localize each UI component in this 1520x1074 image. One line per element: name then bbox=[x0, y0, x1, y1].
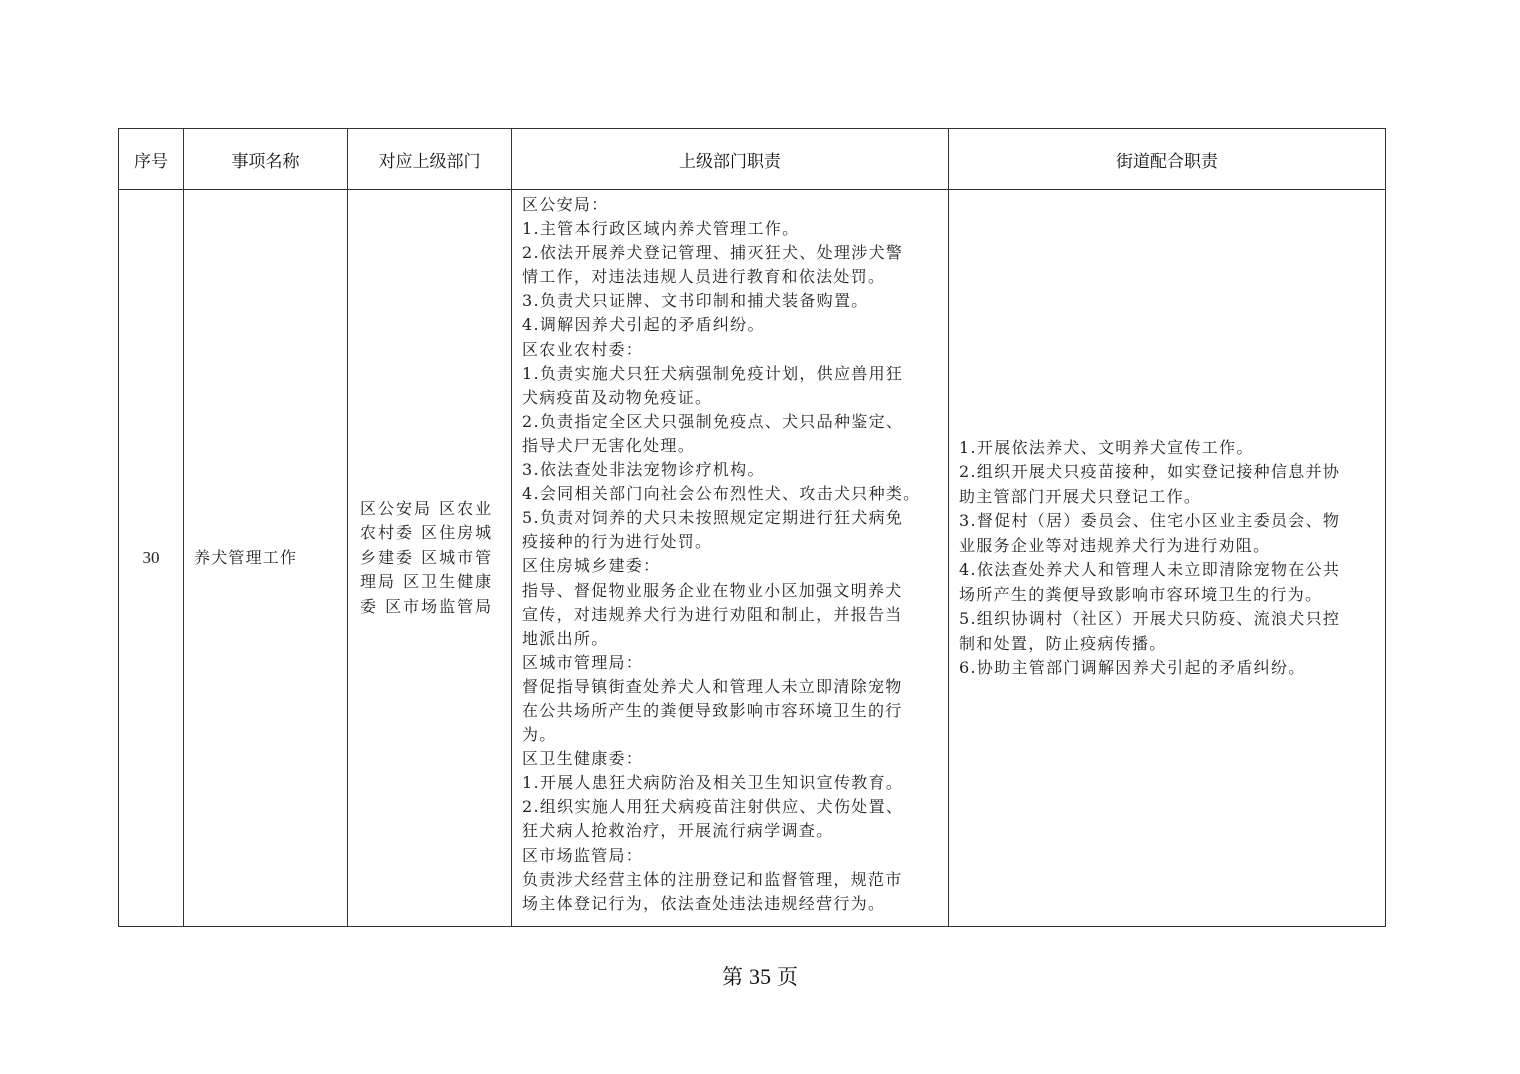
duties-lines bbox=[522, 193, 920, 916]
page-prefix: 第 bbox=[722, 965, 743, 989]
duties-line: 指导犬尸无害化处理。 bbox=[522, 435, 696, 455]
dept-line: 委 区市场监管局 bbox=[360, 596, 494, 616]
duties-line: 督促指导镇街查处养犬人和管理人未立即清除宠物 bbox=[522, 676, 903, 696]
street-line: 5.组织协调村（社区）开展犬只防疫、流浪犬只控 bbox=[959, 609, 1341, 628]
duties-line: 区农业农村委： bbox=[522, 339, 644, 359]
duties-line: 1.开展人患狂犬病防治及相关卫生知识宣传教育。 bbox=[522, 773, 904, 793]
duties-line: 犬病疫苗及动物免疫证。 bbox=[522, 387, 713, 407]
street-line: 2.组织开展犬只疫苗接种，如实登记接种信息并协 bbox=[959, 462, 1341, 481]
duties-line: 狂犬病人抢救治疗，开展流行病学调查。 bbox=[522, 821, 834, 841]
cell-superior-duties bbox=[512, 190, 948, 926]
duties-line: 区公安局： bbox=[522, 195, 609, 214]
duties-line: 3.依法查处非法宠物诊疗机构。 bbox=[522, 460, 765, 480]
duties-line: 2.依法开展养犬登记管理、捕灭狂犬、处理涉犬警 bbox=[522, 243, 904, 263]
cell-dept bbox=[348, 190, 511, 926]
duties-line: 2.负责指定全区犬只强制免疫点、犬只品种鉴定、 bbox=[522, 411, 904, 431]
duties-line: 情工作，对违法违规人员进行教育和依法处罚。 bbox=[522, 267, 886, 287]
duties-line: 场主体登记行为，依法查处违法违规经营行为。 bbox=[522, 893, 886, 913]
duties-line: 4.调解因养犬引起的矛盾纠纷。 bbox=[522, 315, 765, 335]
duties-line: 为。 bbox=[522, 725, 557, 745]
duties-table bbox=[118, 128, 1386, 927]
header-superior-duties: 上级部门职责 bbox=[679, 151, 781, 172]
dept-line: 乡建委 区城市管 bbox=[360, 547, 494, 567]
street-lines bbox=[959, 436, 1340, 681]
street-line: 业服务企业等对违规养犬行为进行劝阻。 bbox=[959, 535, 1271, 555]
duties-line: 区住房城乡建委： bbox=[522, 556, 661, 576]
cell-item-name: 养犬管理工作 bbox=[194, 547, 298, 567]
duties-line: 负责涉犬经营主体的注册登记和监督管理，规范市 bbox=[522, 869, 903, 889]
page-footer bbox=[0, 961, 1520, 991]
duties-line: 指导、督促物业服务企业在物业小区加强文明养犬 bbox=[522, 580, 903, 600]
cell-seq: 30 bbox=[142, 547, 160, 567]
duties-line: 4.会同相关部门向社会公布烈性犬、攻击犬只种类。 bbox=[522, 484, 921, 504]
duties-line: 疫接种的行为进行处罚。 bbox=[522, 532, 713, 552]
street-line: 制和处置，防止疫病传播。 bbox=[959, 633, 1167, 653]
header-seq: 序号 bbox=[134, 151, 168, 172]
duties-line: 在公共场所产生的粪便导致影响市容环境卫生的行 bbox=[522, 700, 903, 720]
duties-line: 地派出所。 bbox=[522, 628, 609, 648]
dept-line: 区公安局 区农业 bbox=[360, 498, 494, 518]
duties-line: 区城市管理局： bbox=[522, 652, 644, 672]
duties-line: 1.主管本行政区域内养犬管理工作。 bbox=[522, 219, 800, 239]
cell-street-duties bbox=[949, 190, 1385, 926]
duties-line: 区卫生健康委： bbox=[522, 749, 644, 769]
duties-line: 宣传，对违规养犬行为进行劝阻和制止，并报告当 bbox=[522, 604, 903, 624]
duties-line: 3.负责犬只证牌、文书印制和捕犬装备购置。 bbox=[522, 291, 869, 311]
street-line: 4.依法查处养犬人和管理人未立即清除宠物在公共 bbox=[959, 560, 1341, 579]
header-dept: 对应上级部门 bbox=[378, 151, 481, 172]
street-line: 1.开展依法养犬、文明养犬宣传工作。 bbox=[959, 437, 1254, 457]
street-line: 6.协助主管部门调解因养犬引起的矛盾纠纷。 bbox=[959, 658, 1306, 677]
header-item-name: 事项名称 bbox=[231, 151, 300, 172]
dept-line: 农村委 区住房城 bbox=[360, 523, 494, 543]
page-suffix: 页 bbox=[777, 965, 798, 989]
page-number: 35 bbox=[749, 964, 771, 989]
header-street-duties: 街道配合职责 bbox=[1116, 151, 1218, 172]
street-line: 场所产生的粪便导致影响市容环境卫生的行为。 bbox=[959, 584, 1323, 604]
duties-line: 5.负责对饲养的犬只未按照规定定期进行狂犬病免 bbox=[522, 508, 904, 528]
street-line: 3.督促村（居）委员会、住宅小区业主委员会、物 bbox=[959, 511, 1341, 530]
duties-line: 1.负责实施犬只狂犬病强制免疫计划，供应兽用狂 bbox=[522, 363, 904, 383]
dept-lines bbox=[360, 497, 493, 620]
duties-line: 2.组织实施人用狂犬病疫苗注射供应、犬伤处置、 bbox=[522, 797, 904, 817]
street-line: 助主管部门开展犬只登记工作。 bbox=[959, 486, 1202, 506]
dept-line: 理局 区卫生健康 bbox=[360, 572, 494, 592]
duties-line: 区市场监管局： bbox=[522, 845, 644, 865]
